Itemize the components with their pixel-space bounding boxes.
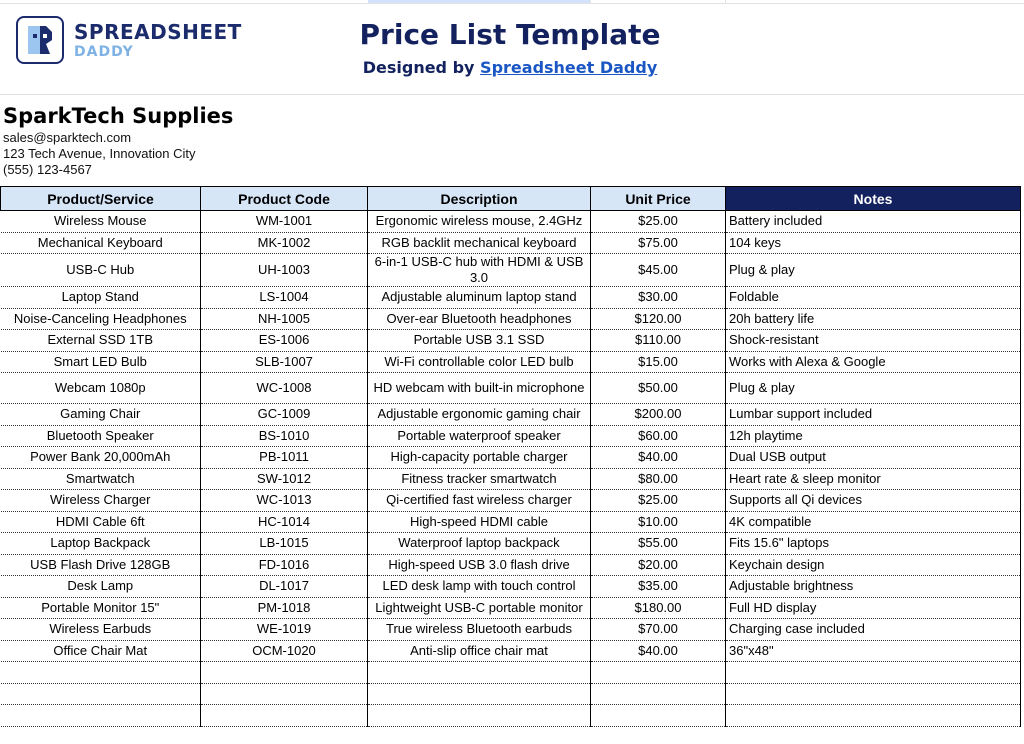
cell-unit-price[interactable]: $10.00	[591, 511, 726, 533]
table-row	[1, 554, 1021, 576]
cell-product[interactable]: Mechanical Keyboard	[1, 232, 201, 254]
cell-description[interactable]: True wireless Bluetooth earbuds	[368, 619, 591, 641]
empty-cell[interactable]	[591, 705, 726, 727]
table-row	[1, 619, 1021, 641]
cell-notes[interactable]: Works with Alexa & Google	[726, 351, 1021, 373]
page-title: Price List Template	[359, 18, 661, 51]
cell-product[interactable]: Smartwatch	[1, 468, 201, 490]
table-row	[1, 447, 1021, 469]
table-row	[1, 511, 1021, 533]
cell-description[interactable]: High-capacity portable charger	[368, 447, 591, 469]
cell-product[interactable]: USB Flash Drive 128GB	[1, 554, 201, 576]
cell-notes[interactable]: Battery included	[726, 211, 1021, 233]
cell-product[interactable]: Bluetooth Speaker	[1, 425, 201, 447]
cell-description[interactable]: Adjustable aluminum laptop stand	[368, 287, 591, 309]
table-row	[1, 373, 1021, 404]
cell-product[interactable]: Wireless Mouse	[1, 211, 201, 233]
table-row	[1, 330, 1021, 352]
cell-product-code[interactable]: WC-1013	[201, 490, 368, 512]
empty-cell[interactable]	[1, 662, 201, 684]
cell-product-code[interactable]: PM-1018	[201, 597, 368, 619]
header-notes[interactable]: Notes	[726, 187, 1021, 211]
cell-notes[interactable]: 12h playtime	[726, 425, 1021, 447]
cell-notes[interactable]: Charging case included	[726, 619, 1021, 641]
table-row	[1, 404, 1021, 426]
cell-unit-price[interactable]: $60.00	[591, 425, 726, 447]
cell-unit-price[interactable]: $35.00	[591, 576, 726, 598]
cell-product[interactable]: Desk Lamp	[1, 576, 201, 598]
cell-product-code[interactable]: WM-1001	[201, 211, 368, 233]
cell-notes[interactable]: Foldable	[726, 287, 1021, 309]
cell-description[interactable]: RGB backlit mechanical keyboard	[368, 232, 591, 254]
cell-notes[interactable]: Dual USB output	[726, 447, 1021, 469]
cell-notes[interactable]: Fits 15.6" laptops	[726, 533, 1021, 555]
table-row	[1, 211, 1021, 233]
cell-notes[interactable]: 36"x48"	[726, 640, 1021, 662]
cell-unit-price[interactable]: $55.00	[591, 533, 726, 555]
cell-unit-price[interactable]: $20.00	[591, 554, 726, 576]
empty-row	[1, 705, 1021, 727]
cell-description[interactable]: LED desk lamp with touch control	[368, 576, 591, 598]
header-product-code[interactable]: Product Code	[201, 187, 368, 211]
cell-description[interactable]: Waterproof laptop backpack	[368, 533, 591, 555]
cell-description[interactable]: Lightweight USB-C portable monitor	[368, 597, 591, 619]
cell-unit-price[interactable]: $80.00	[591, 468, 726, 490]
empty-cell[interactable]	[591, 683, 726, 705]
cell-notes[interactable]: Shock-resistant	[726, 330, 1021, 352]
cell-description[interactable]: Anti-slip office chair mat	[368, 640, 591, 662]
cell-description[interactable]: High-speed HDMI cable	[368, 511, 591, 533]
cell-product[interactable]: Smart LED Bulb	[1, 351, 201, 373]
empty-cell[interactable]	[591, 662, 726, 684]
table-row	[1, 232, 1021, 254]
company-address: 123 Tech Avenue, Innovation City	[3, 146, 196, 161]
table-row	[1, 490, 1021, 512]
empty-row	[1, 683, 1021, 705]
empty-cell[interactable]	[1, 683, 201, 705]
cell-description[interactable]: Ergonomic wireless mouse, 2.4GHz	[368, 211, 591, 233]
cell-product-code[interactable]: ES-1006	[201, 330, 368, 352]
empty-cell[interactable]	[201, 683, 368, 705]
cell-product-code[interactable]: UH-1003	[201, 254, 368, 287]
header-unit-price[interactable]: Unit Price	[591, 187, 726, 211]
cell-description[interactable]: 6-in-1 USB-C hub with HDMI & USB 3.0	[368, 254, 591, 287]
cell-unit-price[interactable]: $200.00	[591, 404, 726, 426]
table-row	[1, 533, 1021, 555]
cell-product-code[interactable]: OCM-1020	[201, 640, 368, 662]
cell-description[interactable]: HD webcam with built-in microphone	[368, 373, 591, 404]
cell-product[interactable]: Laptop Stand	[1, 287, 201, 309]
empty-cell[interactable]	[1, 705, 201, 727]
table-row	[1, 287, 1021, 309]
table-row	[1, 351, 1021, 373]
grid-line	[590, 0, 591, 4]
cell-description[interactable]: Portable waterproof speaker	[368, 425, 591, 447]
sheet-top-grid	[0, 0, 1024, 4]
cell-product[interactable]: Power Bank 20,000mAh	[1, 447, 201, 469]
cell-product[interactable]: Webcam 1080p	[1, 373, 201, 404]
cell-product-code[interactable]: HC-1014	[201, 511, 368, 533]
cell-notes[interactable]: Full HD display	[726, 597, 1021, 619]
cell-unit-price[interactable]: $180.00	[591, 597, 726, 619]
empty-cell[interactable]	[368, 705, 591, 727]
cell-unit-price[interactable]: $120.00	[591, 308, 726, 330]
table-header-row	[1, 187, 1021, 211]
empty-cell[interactable]	[368, 683, 591, 705]
table-row	[1, 640, 1021, 662]
cell-product[interactable]: Wireless Charger	[1, 490, 201, 512]
cell-product-code[interactable]: SW-1012	[201, 468, 368, 490]
cell-notes[interactable]: Heart rate & sleep monitor	[726, 468, 1021, 490]
cell-product[interactable]: HDMI Cable 6ft	[1, 511, 201, 533]
cell-unit-price[interactable]: $110.00	[591, 330, 726, 352]
cell-product[interactable]: Wireless Earbuds	[1, 619, 201, 641]
empty-cell[interactable]	[726, 705, 1021, 727]
empty-cell[interactable]	[201, 662, 368, 684]
cell-product-code[interactable]: SLB-1007	[201, 351, 368, 373]
subtitle	[300, 58, 720, 77]
cell-product[interactable]: Gaming Chair	[1, 404, 201, 426]
cell-product-code[interactable]: DL-1017	[201, 576, 368, 598]
cell-description[interactable]: High-speed USB 3.0 flash drive	[368, 554, 591, 576]
header-product[interactable]: Product/Service	[1, 187, 201, 211]
spreadsheet-daddy-link[interactable]: Spreadsheet Daddy	[480, 58, 658, 77]
cell-product[interactable]: Laptop Backpack	[1, 533, 201, 555]
cell-description[interactable]: Fitness tracker smartwatch	[368, 468, 591, 490]
cell-notes[interactable]: Supports all Qi devices	[726, 490, 1021, 512]
header-divider	[0, 94, 1024, 95]
cell-unit-price[interactable]: $45.00	[591, 254, 726, 287]
empty-row	[1, 662, 1021, 684]
company-phone: (555) 123-4567	[3, 162, 92, 177]
cell-product[interactable]: External SSD 1TB	[1, 330, 201, 352]
cell-product-code[interactable]: FD-1016	[201, 554, 368, 576]
empty-cell[interactable]	[726, 683, 1021, 705]
cell-unit-price[interactable]: $15.00	[591, 351, 726, 373]
brand-name: SPREADSHEET	[74, 20, 242, 44]
spreadsheet-daddy-logo	[16, 16, 64, 64]
cell-description[interactable]: Over-ear Bluetooth headphones	[368, 308, 591, 330]
cell-notes[interactable]: Keychain design	[726, 554, 1021, 576]
cell-description[interactable]: Wi-Fi controllable color LED bulb	[368, 351, 591, 373]
table-row	[1, 597, 1021, 619]
cell-product-code[interactable]: WE-1019	[201, 619, 368, 641]
cell-description[interactable]: Qi-certified fast wireless charger	[368, 490, 591, 512]
empty-cell[interactable]	[726, 662, 1021, 684]
cell-notes[interactable]: 20h battery life	[726, 308, 1021, 330]
cell-unit-price[interactable]: $25.00	[591, 490, 726, 512]
cell-product-code[interactable]: BS-1010	[201, 425, 368, 447]
brand-name-sub: DADDY	[74, 44, 134, 60]
empty-cell[interactable]	[201, 705, 368, 727]
cell-product-code[interactable]: LS-1004	[201, 287, 368, 309]
cell-notes[interactable]: Lumbar support included	[726, 404, 1021, 426]
cell-unit-price[interactable]: $30.00	[591, 287, 726, 309]
table-row	[1, 576, 1021, 598]
empty-cell[interactable]	[368, 662, 591, 684]
cell-product[interactable]: Office Chair Mat	[1, 640, 201, 662]
table-row	[1, 468, 1021, 490]
cell-product-code[interactable]: PB-1011	[201, 447, 368, 469]
cell-unit-price[interactable]: $50.00	[591, 373, 726, 404]
cell-description[interactable]: Adjustable ergonomic gaming chair	[368, 404, 591, 426]
cell-notes[interactable]: 104 keys	[726, 232, 1021, 254]
cell-notes[interactable]: Adjustable brightness	[726, 576, 1021, 598]
cell-product-code[interactable]: MK-1002	[201, 232, 368, 254]
cell-product-code[interactable]: NH-1005	[201, 308, 368, 330]
cell-product-code[interactable]: WC-1008	[201, 373, 368, 404]
cell-description[interactable]: Portable USB 3.1 SSD	[368, 330, 591, 352]
cell-product-code[interactable]: GC-1009	[201, 404, 368, 426]
cell-notes[interactable]: Plug & play	[726, 254, 1021, 287]
table-row	[1, 254, 1021, 287]
cell-product-code[interactable]: LB-1015	[201, 533, 368, 555]
cell-unit-price[interactable]: $40.00	[591, 640, 726, 662]
cell-product[interactable]: Portable Monitor 15"	[1, 597, 201, 619]
selected-column-indicator	[368, 0, 590, 3]
cell-notes[interactable]: Plug & play	[726, 373, 1021, 404]
company-email: sales@sparktech.com	[3, 130, 132, 145]
cell-product[interactable]: USB-C Hub	[1, 254, 201, 287]
table-row	[1, 425, 1021, 447]
company-name: SparkTech Supplies	[3, 104, 234, 128]
price-list-table	[0, 186, 1021, 727]
header-description[interactable]: Description	[368, 187, 591, 211]
grid-line	[725, 0, 726, 4]
table-row	[1, 308, 1021, 330]
designed-by-label: Designed by	[362, 58, 475, 77]
cell-unit-price[interactable]: $40.00	[591, 447, 726, 469]
cell-unit-price[interactable]: $25.00	[591, 211, 726, 233]
cell-unit-price[interactable]: $75.00	[591, 232, 726, 254]
cell-notes[interactable]: 4K compatible	[726, 511, 1021, 533]
cell-product[interactable]: Noise-Canceling Headphones	[1, 308, 201, 330]
cell-unit-price[interactable]: $70.00	[591, 619, 726, 641]
table-body	[1, 211, 1021, 727]
